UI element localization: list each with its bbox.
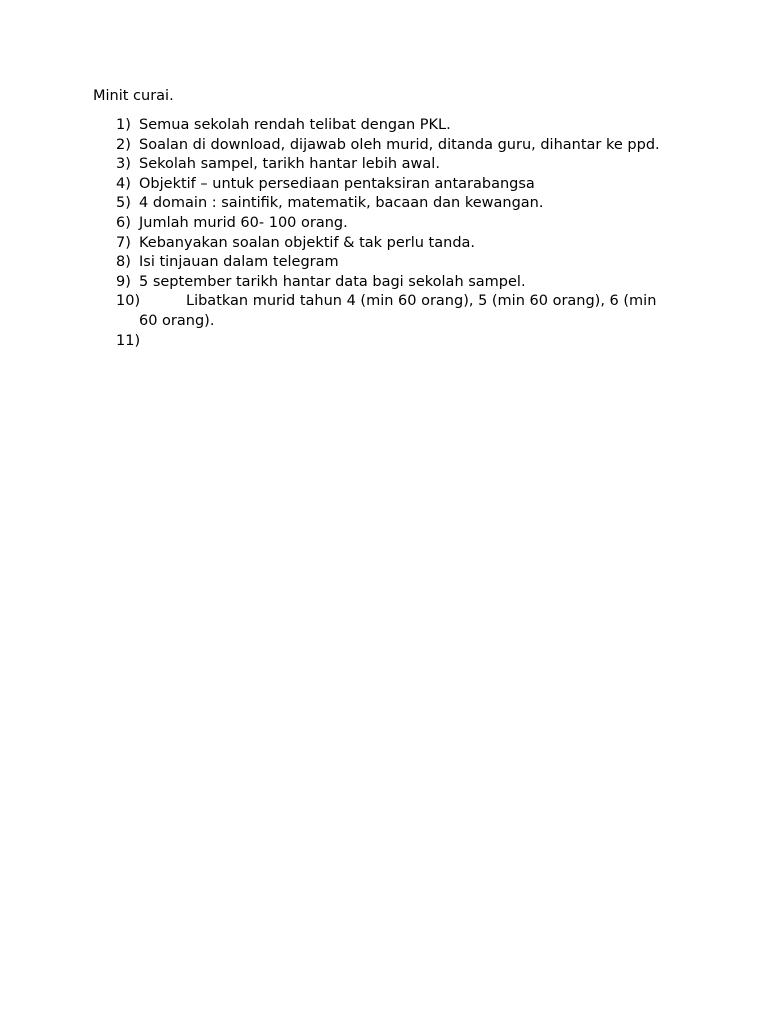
item-number: 3) bbox=[116, 156, 131, 173]
list-item bbox=[93, 116, 673, 136]
document-title: Minit curai. bbox=[93, 88, 174, 104]
item-text: Libatkan murid tahun 4 (min 60 orang), 5 (min 60 orang), 6 (min 60 orang). bbox=[139, 293, 657, 329]
list-item bbox=[93, 292, 673, 331]
item-number: 7) bbox=[116, 234, 131, 251]
item-number: 8) bbox=[116, 254, 131, 271]
item-number: 5) bbox=[116, 195, 131, 212]
item-text: Jumlah murid 60- 100 orang. bbox=[139, 214, 348, 231]
item-number: 9) bbox=[116, 273, 131, 290]
list-item bbox=[93, 214, 673, 234]
item-text: Soalan di download, dijawab oleh murid, ditanda guru, dihantar ke ppd. bbox=[139, 136, 660, 153]
minutes-list bbox=[93, 116, 673, 349]
item-number: 1) bbox=[116, 117, 131, 133]
list-item bbox=[93, 194, 673, 214]
list-item bbox=[93, 136, 673, 156]
item-text: Objektif – untuk persediaan pentaksiran antarabangsa bbox=[139, 175, 535, 192]
list-item bbox=[93, 234, 673, 254]
item-number: 2) bbox=[116, 136, 131, 153]
item-text: Isi tinjauan dalam telegram bbox=[139, 254, 339, 271]
item-text: Semua sekolah rendah telibat dengan PKL. bbox=[139, 117, 451, 133]
item-number: 4) bbox=[116, 175, 131, 192]
item-text: Sekolah sampel, tarikh hantar lebih awal. bbox=[139, 156, 440, 173]
list-item bbox=[93, 155, 673, 175]
item-text: 5 september tarikh hantar data bagi sekolah sampel. bbox=[139, 273, 526, 290]
item-number: 6) bbox=[116, 214, 131, 231]
list-item bbox=[93, 175, 673, 195]
list-item bbox=[93, 273, 673, 293]
item-number: 11) bbox=[116, 332, 141, 349]
list-item bbox=[93, 253, 673, 273]
item-text: Kebanyakan soalan objektif & tak perlu tanda. bbox=[139, 234, 476, 251]
item-number: 10) bbox=[116, 293, 141, 310]
item-text: 4 domain : saintifik, matematik, bacaan dan kewangan. bbox=[139, 195, 544, 212]
